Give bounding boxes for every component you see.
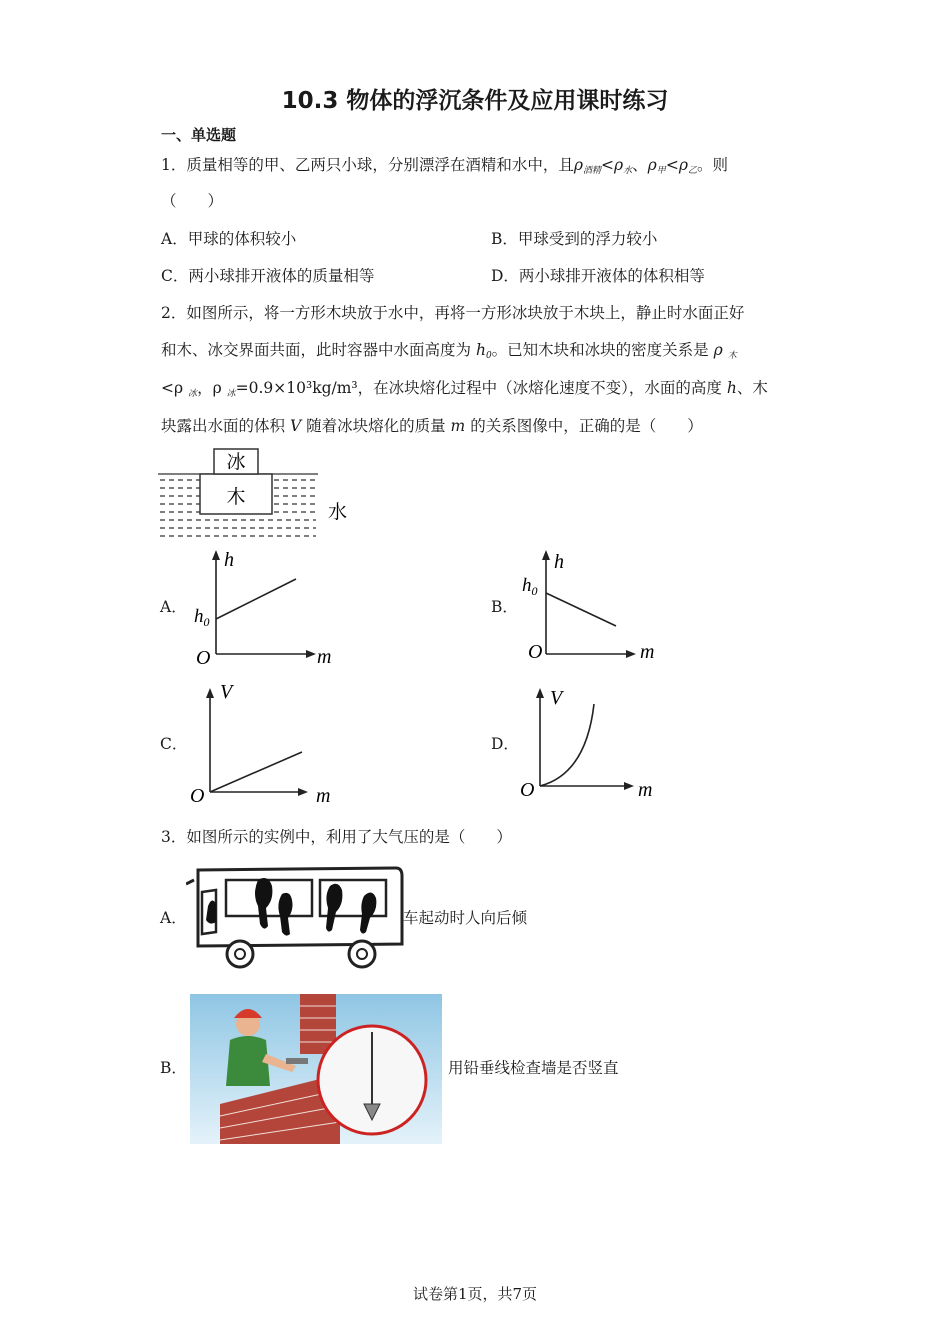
q3-option-a-caption: 车起动时人向后倾 [403,909,528,927]
q2-stem-line2: 和木、冰交界面共面，此时容器中水面高度为 $h_0$。已知木块和冰块的密度关系是 ρ $_木$ [161,341,737,361]
q1-option-d[interactable]: D．两小球排开液体的体积相等 [491,267,705,285]
svg-text:O: O [196,647,211,669]
svg-text:m: m [638,779,653,801]
graph-a [186,546,346,670]
graph-a-line [216,579,296,619]
page-title: 10.3 物体的浮沉条件及应用课时练习 [281,88,669,114]
svg-text:h0: $h_0$ [522,575,538,598]
bus-image [186,862,404,972]
q2-option-d[interactable]: D． [491,735,519,753]
q3-option-b-caption: 用铅垂线检查墙是否竖直 [448,1059,619,1077]
q2-stem-line1: 2．如图所示，将一方形木块放于水中，再将一方形冰块放于木块上，静止时水面正好 [161,304,745,322]
svg-text:m: m [316,785,331,806]
ice-label: 冰 [226,452,246,473]
graph-d-curve [540,704,594,786]
graph-d [516,682,676,806]
q3-stem: 3．如图所示的实例中，利用了大气压的是（ ） [161,828,512,846]
svg-text:O: O [528,641,543,663]
q1-stem: 1．质量相等的甲、乙两只小球，分别漂浮在酒精和水中，且$\rho_{酒精}<\rho_水$、$\rho_甲<\rho_乙$。则 [161,156,728,176]
q1-option-a[interactable]: A．甲球的体积较小 [161,230,297,248]
q3-option-b[interactable]: B． [160,1059,187,1077]
q2-option-c[interactable]: C． [160,735,188,753]
svg-text:h: h [224,549,234,571]
svg-text:V: V [550,687,563,709]
graph-b-line [546,593,616,626]
svg-text:h: h [554,551,564,573]
svg-text:h0: $h_0$ [194,606,210,629]
q2-option-a[interactable]: A． [160,598,187,616]
graph-c-line [210,752,302,792]
svg-text:O: O [520,779,535,801]
plumb-line-image [190,994,442,1144]
q2-stem-line4: 块露出水面的体积 V 随着冰块熔化的质量 m 的关系图像中，正确的是（ ） [161,417,703,435]
q1-option-b[interactable]: B．甲球受到的浮力较小 [491,230,658,248]
svg-text:O: O [190,785,205,806]
graph-b [516,546,676,670]
q2-option-b[interactable]: B． [491,598,518,616]
q1-option-c[interactable]: C．两小球排开液体的质量相等 [161,267,375,285]
q1-paren: （ ） [161,192,224,210]
svg-text:m: m [640,641,655,663]
water-label: 水 [328,502,348,523]
page-footer: 试卷第1页，共7页 [412,1285,538,1303]
svg-text:m: m [317,646,332,668]
svg-text:V: V [220,682,233,703]
wood-label: 木 [226,487,246,508]
ice-wood-water-figure [158,446,358,542]
section-heading: 一、单选题 [161,126,237,144]
q3-option-a[interactable]: A． [160,909,187,927]
q2-stem-line3: <ρ $_冰$，ρ $_冰$=0.9×10³kg/m³，在冰块熔化过程中（冰熔化速度不变），水面的高度 h、木 [161,379,768,399]
graph-c [186,682,346,806]
